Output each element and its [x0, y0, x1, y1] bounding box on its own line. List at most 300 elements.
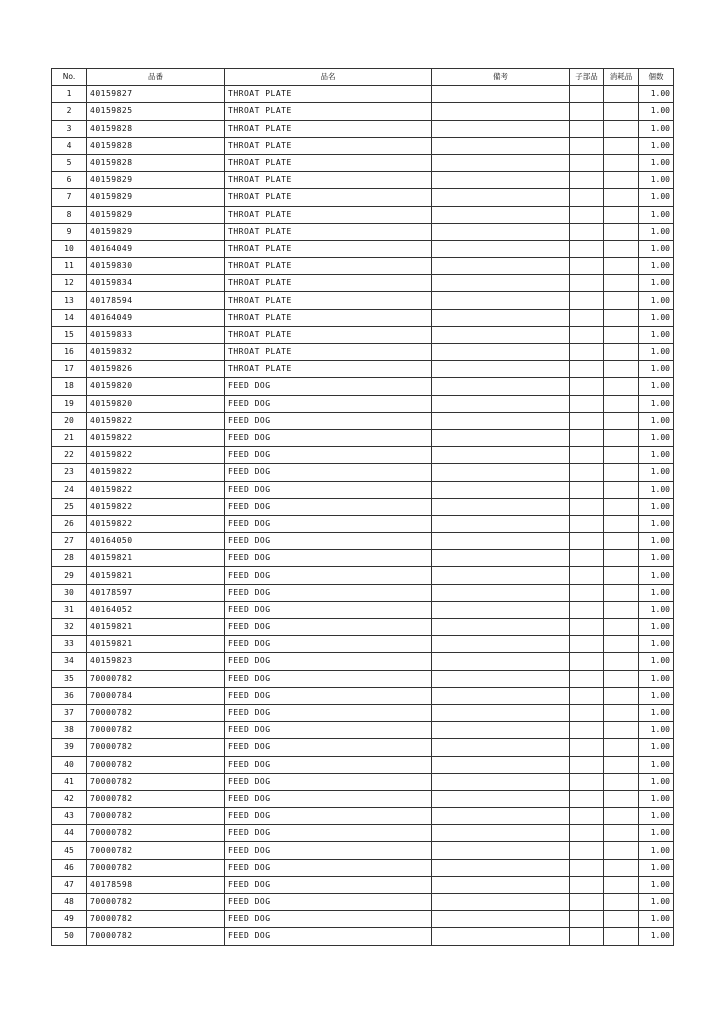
child-part-cell [570, 481, 604, 498]
quantity-cell: 1.00 [639, 258, 674, 275]
quantity-cell: 1.00 [639, 928, 674, 945]
child-part-cell [570, 464, 604, 481]
table-row [52, 137, 674, 154]
consumable-cell [604, 344, 639, 361]
table-row [52, 223, 674, 240]
remarks-cell [432, 154, 570, 171]
child-part-cell [570, 825, 604, 842]
remarks-cell [432, 636, 570, 653]
table-row [52, 120, 674, 137]
row-number: 26 [52, 515, 87, 532]
row-number: 12 [52, 275, 87, 292]
child-part-cell [570, 739, 604, 756]
consumable-cell [604, 567, 639, 584]
part-number-cell: 40159826 [87, 361, 225, 378]
table-row [52, 894, 674, 911]
table-row [52, 464, 674, 481]
part-name-cell: THROAT PLATE [225, 86, 432, 103]
row-number: 32 [52, 619, 87, 636]
quantity-cell: 1.00 [639, 240, 674, 257]
quantity-cell: 1.00 [639, 687, 674, 704]
part-number-cell: 70000782 [87, 928, 225, 945]
part-name-cell: FEED DOG [225, 773, 432, 790]
child-part-cell [570, 790, 604, 807]
remarks-cell [432, 344, 570, 361]
quantity-cell: 1.00 [639, 429, 674, 446]
quantity-cell: 1.00 [639, 825, 674, 842]
remarks-cell [432, 120, 570, 137]
remarks-cell [432, 189, 570, 206]
consumable-cell [604, 584, 639, 601]
child-part-cell [570, 515, 604, 532]
consumable-cell [604, 275, 639, 292]
child-part-cell [570, 911, 604, 928]
quantity-cell: 1.00 [639, 395, 674, 412]
consumable-cell [604, 86, 639, 103]
part-number-cell: 70000782 [87, 894, 225, 911]
row-number: 42 [52, 790, 87, 807]
part-name-cell: FEED DOG [225, 825, 432, 842]
consumable-cell [604, 464, 639, 481]
part-name-cell: THROAT PLATE [225, 292, 432, 309]
header-consumable: 消耗品 [604, 69, 639, 86]
child-part-cell [570, 722, 604, 739]
table-row [52, 584, 674, 601]
quantity-cell: 1.00 [639, 464, 674, 481]
consumable-cell [604, 309, 639, 326]
consumable-cell [604, 378, 639, 395]
consumable-cell [604, 876, 639, 893]
row-number: 39 [52, 739, 87, 756]
remarks-cell [432, 704, 570, 721]
part-name-cell: THROAT PLATE [225, 103, 432, 120]
consumable-cell [604, 326, 639, 343]
part-number-cell: 70000782 [87, 911, 225, 928]
row-number: 17 [52, 361, 87, 378]
header-quantity: 個数 [639, 69, 674, 86]
remarks-cell [432, 309, 570, 326]
part-name-cell: FEED DOG [225, 412, 432, 429]
part-name-cell: THROAT PLATE [225, 223, 432, 240]
remarks-cell [432, 739, 570, 756]
quantity-cell: 1.00 [639, 670, 674, 687]
table-row [52, 154, 674, 171]
child-part-cell [570, 378, 604, 395]
table-body [52, 86, 674, 945]
table-row [52, 687, 674, 704]
part-number-cell: 40159825 [87, 103, 225, 120]
remarks-cell [432, 361, 570, 378]
table-row [52, 429, 674, 446]
row-number: 36 [52, 687, 87, 704]
quantity-cell: 1.00 [639, 636, 674, 653]
part-name-cell: FEED DOG [225, 498, 432, 515]
consumable-cell [604, 515, 639, 532]
table-row [52, 790, 674, 807]
table-row [52, 361, 674, 378]
table-row [52, 292, 674, 309]
part-number-cell: 70000782 [87, 859, 225, 876]
row-number: 50 [52, 928, 87, 945]
part-name-cell: FEED DOG [225, 584, 432, 601]
quantity-cell: 1.00 [639, 739, 674, 756]
quantity-cell: 1.00 [639, 447, 674, 464]
child-part-cell [570, 309, 604, 326]
consumable-cell [604, 172, 639, 189]
consumable-cell [604, 550, 639, 567]
child-part-cell [570, 859, 604, 876]
quantity-cell: 1.00 [639, 859, 674, 876]
quantity-cell: 1.00 [639, 344, 674, 361]
remarks-cell [432, 911, 570, 928]
part-name-cell: THROAT PLATE [225, 240, 432, 257]
part-number-cell: 40159820 [87, 378, 225, 395]
remarks-cell [432, 894, 570, 911]
part-name-cell: FEED DOG [225, 550, 432, 567]
row-number: 15 [52, 326, 87, 343]
child-part-cell [570, 86, 604, 103]
part-name-cell: THROAT PLATE [225, 189, 432, 206]
table-row [52, 670, 674, 687]
table-row [52, 344, 674, 361]
part-name-cell: FEED DOG [225, 842, 432, 859]
consumable-cell [604, 704, 639, 721]
remarks-cell [432, 172, 570, 189]
remarks-cell [432, 429, 570, 446]
table-row [52, 447, 674, 464]
row-number: 21 [52, 429, 87, 446]
part-number-cell: 40159820 [87, 395, 225, 412]
quantity-cell: 1.00 [639, 550, 674, 567]
part-name-cell: FEED DOG [225, 515, 432, 532]
part-number-cell: 40164049 [87, 240, 225, 257]
part-number-cell: 40159821 [87, 636, 225, 653]
remarks-cell [432, 258, 570, 275]
child-part-cell [570, 584, 604, 601]
row-number: 14 [52, 309, 87, 326]
remarks-cell [432, 481, 570, 498]
parts-list-table [51, 68, 674, 946]
remarks-cell [432, 206, 570, 223]
remarks-cell [432, 670, 570, 687]
consumable-cell [604, 739, 639, 756]
child-part-cell [570, 361, 604, 378]
part-name-cell: FEED DOG [225, 378, 432, 395]
row-number: 8 [52, 206, 87, 223]
table-row [52, 172, 674, 189]
quantity-cell: 1.00 [639, 103, 674, 120]
quantity-cell: 1.00 [639, 292, 674, 309]
remarks-cell [432, 464, 570, 481]
table-row [52, 498, 674, 515]
part-number-cell: 40159821 [87, 550, 225, 567]
table-row [52, 395, 674, 412]
row-number: 37 [52, 704, 87, 721]
part-number-cell: 40159822 [87, 464, 225, 481]
part-number-cell: 40178594 [87, 292, 225, 309]
table-header-row [52, 69, 674, 86]
table-row [52, 515, 674, 532]
remarks-cell [432, 584, 570, 601]
part-name-cell: FEED DOG [225, 567, 432, 584]
remarks-cell [432, 756, 570, 773]
consumable-cell [604, 894, 639, 911]
row-number: 44 [52, 825, 87, 842]
part-number-cell: 40178598 [87, 876, 225, 893]
consumable-cell [604, 773, 639, 790]
table-row [52, 412, 674, 429]
table-row [52, 825, 674, 842]
part-name-cell: FEED DOG [225, 808, 432, 825]
row-number: 33 [52, 636, 87, 653]
part-name-cell: FEED DOG [225, 894, 432, 911]
table-row [52, 704, 674, 721]
remarks-cell [432, 550, 570, 567]
consumable-cell [604, 447, 639, 464]
part-number-cell: 40159829 [87, 189, 225, 206]
row-number: 35 [52, 670, 87, 687]
consumable-cell [604, 601, 639, 618]
quantity-cell: 1.00 [639, 361, 674, 378]
remarks-cell [432, 928, 570, 945]
table-row [52, 550, 674, 567]
quantity-cell: 1.00 [639, 584, 674, 601]
remarks-cell [432, 601, 570, 618]
quantity-cell: 1.00 [639, 533, 674, 550]
quantity-cell: 1.00 [639, 275, 674, 292]
row-number: 30 [52, 584, 87, 601]
remarks-cell [432, 790, 570, 807]
table-row [52, 601, 674, 618]
consumable-cell [604, 189, 639, 206]
row-number: 10 [52, 240, 87, 257]
table-row [52, 533, 674, 550]
row-number: 2 [52, 103, 87, 120]
quantity-cell: 1.00 [639, 808, 674, 825]
child-part-cell [570, 258, 604, 275]
quantity-cell: 1.00 [639, 515, 674, 532]
consumable-cell [604, 722, 639, 739]
part-name-cell: FEED DOG [225, 928, 432, 945]
part-name-cell: FEED DOG [225, 481, 432, 498]
quantity-cell: 1.00 [639, 842, 674, 859]
quantity-cell: 1.00 [639, 326, 674, 343]
row-number: 11 [52, 258, 87, 275]
child-part-cell [570, 429, 604, 446]
consumable-cell [604, 395, 639, 412]
child-part-cell [570, 601, 604, 618]
remarks-cell [432, 722, 570, 739]
row-number: 24 [52, 481, 87, 498]
part-number-cell: 40159822 [87, 481, 225, 498]
remarks-cell [432, 842, 570, 859]
remarks-cell [432, 378, 570, 395]
table-row [52, 326, 674, 343]
part-number-cell: 70000784 [87, 687, 225, 704]
part-number-cell: 40159828 [87, 137, 225, 154]
child-part-cell [570, 636, 604, 653]
quantity-cell: 1.00 [639, 722, 674, 739]
table-row [52, 206, 674, 223]
remarks-cell [432, 447, 570, 464]
child-part-cell [570, 240, 604, 257]
part-number-cell: 40159834 [87, 275, 225, 292]
table-row [52, 773, 674, 790]
part-number-cell: 40159833 [87, 326, 225, 343]
part-name-cell: FEED DOG [225, 722, 432, 739]
part-name-cell: FEED DOG [225, 687, 432, 704]
row-number: 13 [52, 292, 87, 309]
row-number: 6 [52, 172, 87, 189]
row-number: 18 [52, 378, 87, 395]
part-number-cell: 40159822 [87, 412, 225, 429]
child-part-cell [570, 498, 604, 515]
part-name-cell: FEED DOG [225, 670, 432, 687]
remarks-cell [432, 326, 570, 343]
row-number: 38 [52, 722, 87, 739]
part-number-cell: 40159821 [87, 567, 225, 584]
child-part-cell [570, 876, 604, 893]
part-name-cell: THROAT PLATE [225, 172, 432, 189]
quantity-cell: 1.00 [639, 704, 674, 721]
consumable-cell [604, 756, 639, 773]
row-number: 25 [52, 498, 87, 515]
row-number: 19 [52, 395, 87, 412]
part-name-cell: THROAT PLATE [225, 361, 432, 378]
quantity-cell: 1.00 [639, 412, 674, 429]
row-number: 4 [52, 137, 87, 154]
child-part-cell [570, 172, 604, 189]
row-number: 9 [52, 223, 87, 240]
part-number-cell: 40159829 [87, 223, 225, 240]
part-number-cell: 40159832 [87, 344, 225, 361]
part-name-cell: FEED DOG [225, 911, 432, 928]
remarks-cell [432, 498, 570, 515]
part-name-cell: FEED DOG [225, 533, 432, 550]
row-number: 47 [52, 876, 87, 893]
quantity-cell: 1.00 [639, 378, 674, 395]
part-number-cell: 40164049 [87, 309, 225, 326]
remarks-cell [432, 567, 570, 584]
table-row [52, 309, 674, 326]
part-name-cell: FEED DOG [225, 395, 432, 412]
part-name-cell: THROAT PLATE [225, 326, 432, 343]
part-name-cell: FEED DOG [225, 739, 432, 756]
table-row [52, 567, 674, 584]
child-part-cell [570, 687, 604, 704]
child-part-cell [570, 344, 604, 361]
row-number: 40 [52, 756, 87, 773]
part-number-cell: 70000782 [87, 739, 225, 756]
row-number: 49 [52, 911, 87, 928]
part-number-cell: 40164050 [87, 533, 225, 550]
row-number: 23 [52, 464, 87, 481]
row-number: 29 [52, 567, 87, 584]
quantity-cell: 1.00 [639, 223, 674, 240]
row-number: 41 [52, 773, 87, 790]
child-part-cell [570, 928, 604, 945]
part-number-cell: 40159822 [87, 447, 225, 464]
child-part-cell [570, 223, 604, 240]
row-number: 45 [52, 842, 87, 859]
remarks-cell [432, 103, 570, 120]
part-name-cell: FEED DOG [225, 756, 432, 773]
consumable-cell [604, 859, 639, 876]
row-number: 3 [52, 120, 87, 137]
header-remarks: 備考 [432, 69, 570, 86]
quantity-cell: 1.00 [639, 481, 674, 498]
part-name-cell: FEED DOG [225, 429, 432, 446]
quantity-cell: 1.00 [639, 86, 674, 103]
part-name-cell: FEED DOG [225, 876, 432, 893]
table-row [52, 859, 674, 876]
quantity-cell: 1.00 [639, 756, 674, 773]
consumable-cell [604, 429, 639, 446]
table-row [52, 189, 674, 206]
consumable-cell [604, 292, 639, 309]
part-number-cell: 70000782 [87, 722, 225, 739]
consumable-cell [604, 412, 639, 429]
consumable-cell [604, 223, 639, 240]
child-part-cell [570, 756, 604, 773]
remarks-cell [432, 825, 570, 842]
part-number-cell: 40164052 [87, 601, 225, 618]
part-number-cell: 40159821 [87, 619, 225, 636]
remarks-cell [432, 292, 570, 309]
header-part-name: 品名 [225, 69, 432, 86]
quantity-cell: 1.00 [639, 601, 674, 618]
remarks-cell [432, 137, 570, 154]
consumable-cell [604, 240, 639, 257]
consumable-cell [604, 103, 639, 120]
row-number: 31 [52, 601, 87, 618]
table-row [52, 378, 674, 395]
table-row [52, 722, 674, 739]
part-name-cell: FEED DOG [225, 447, 432, 464]
part-name-cell: FEED DOG [225, 704, 432, 721]
remarks-cell [432, 773, 570, 790]
child-part-cell [570, 395, 604, 412]
consumable-cell [604, 154, 639, 171]
row-number: 43 [52, 808, 87, 825]
table-row [52, 911, 674, 928]
row-number: 48 [52, 894, 87, 911]
child-part-cell [570, 189, 604, 206]
child-part-cell [570, 533, 604, 550]
part-name-cell: THROAT PLATE [225, 120, 432, 137]
table-row [52, 653, 674, 670]
row-number: 28 [52, 550, 87, 567]
quantity-cell: 1.00 [639, 911, 674, 928]
row-number: 22 [52, 447, 87, 464]
row-number: 16 [52, 344, 87, 361]
row-number: 20 [52, 412, 87, 429]
quantity-cell: 1.00 [639, 206, 674, 223]
part-name-cell: FEED DOG [225, 653, 432, 670]
consumable-cell [604, 808, 639, 825]
consumable-cell [604, 481, 639, 498]
consumable-cell [604, 498, 639, 515]
child-part-cell [570, 412, 604, 429]
row-number: 34 [52, 653, 87, 670]
remarks-cell [432, 275, 570, 292]
table-row [52, 808, 674, 825]
consumable-cell [604, 361, 639, 378]
part-number-cell: 40159829 [87, 206, 225, 223]
child-part-cell [570, 808, 604, 825]
remarks-cell [432, 223, 570, 240]
child-part-cell [570, 894, 604, 911]
